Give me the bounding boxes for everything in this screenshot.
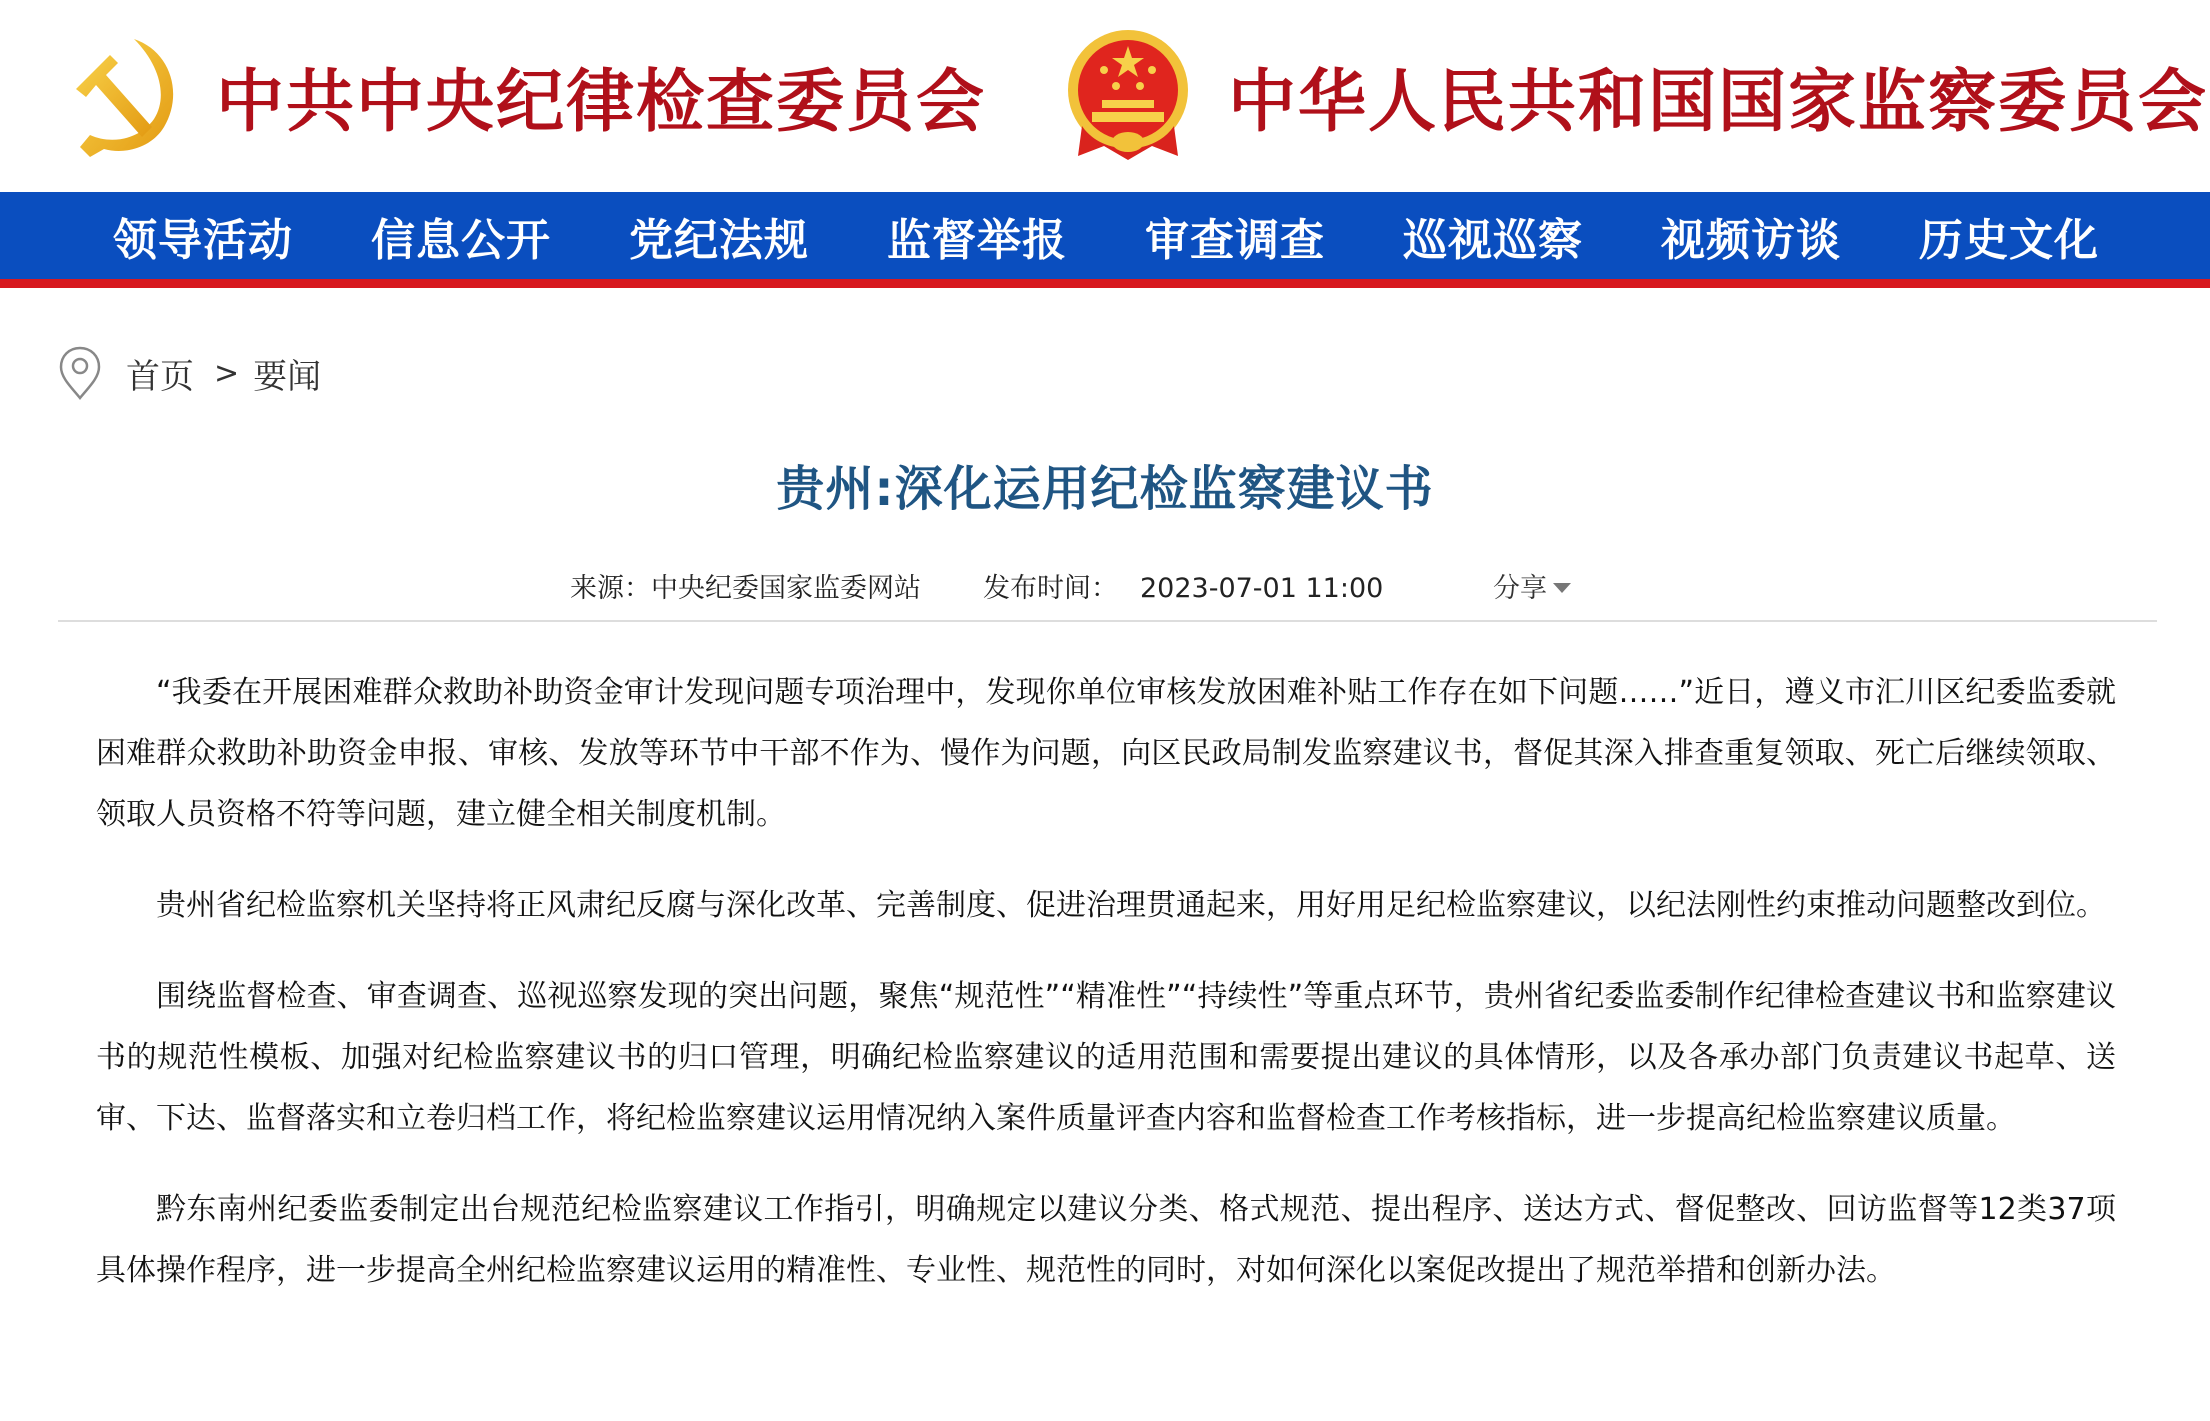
nsc-logo[interactable]	[1062, 0, 2208, 192]
nav-underline	[0, 279, 2210, 288]
site-header	[0, 0, 2210, 192]
article-paragraph: 黔东南州纪委监委制定出台规范纪检监察建议工作指引，明确规定以建议分类、格式规范、提出程序、送达方式、督促整改、回访监督等12类37项具体操作程序，进一步提高全州纪检监察建议运用的精准性、专业性、规范性的同时，对如何深化以案促改提出了规范举措和创新办法。	[96, 1192, 2116, 1288]
breadcrumb-separator: >	[214, 355, 240, 391]
publish-time-label: 发布时间：	[983, 573, 1118, 604]
nav-item-video[interactable]: 视频访谈	[1661, 214, 1841, 266]
nav-item-disclosure[interactable]: 信息公开	[371, 214, 551, 266]
ccdi-title: 中共中央纪律检查委员会	[216, 61, 987, 142]
main-nav	[0, 192, 2210, 279]
nav-item-history[interactable]: 历史文化	[1919, 214, 2099, 266]
nsc-title: 中华人民共和国国家监察委员会	[1228, 61, 2209, 142]
publish-time-value: 2023-07-01 11:00	[1140, 573, 1384, 604]
article-source: 来源：中央纪委国家监委网站	[570, 573, 921, 604]
party-emblem-icon	[60, 31, 188, 161]
article-paragraph: 围绕监督检查、审查调查、巡视巡察发现的突出问题，聚焦“规范性”“精准性”“持续性”等重点环节，贵州省纪委监委制作纪律检查建议书和监察建议书的规范性模板、加强对纪检监察建议书的归口管理，明确纪检监察建议的适用范围和需要提出建议的具体情形，以及各承办部门负责建议书起草、送审、下达、监督落实和立卷归档工作，将纪检监察建议运用情况纳入案件质量评查内容和监督检查工作考核指标，进一步提高纪检监察建议质量。	[96, 979, 2117, 1136]
breadcrumb-home[interactable]: 首页	[126, 356, 194, 397]
article-title: 贵州:深化运用纪检监察建议书	[776, 461, 1434, 517]
national-emblem-icon	[1062, 26, 1194, 166]
share-dropdown[interactable]	[1493, 566, 1571, 605]
caret-down-icon	[1553, 583, 1571, 593]
nav-item-regulations[interactable]: 党纪法规	[629, 214, 809, 266]
article-publish-time	[983, 566, 1383, 605]
article-paragraph: “我委在开展困难群众救助补助资金审计发现问题专项治理中，发现你单位审核发放困难补贴工作存在如下问题……”近日，遵义市汇川区纪委监委就困难群众救助补助资金申报、审核、发放等环节中干部不作为、慢作为问题，向区民政局制发监察建议书，督促其深入排查重复领取、死亡后继续领取、领取人员资格不符等问题，建立健全相关制度机制。	[96, 675, 2116, 832]
breadcrumb-current[interactable]: 要闻	[253, 356, 322, 397]
nav-list	[113, 192, 2177, 279]
article-body	[96, 662, 2116, 1331]
nav-item-report[interactable]: 监督举报	[887, 214, 1067, 266]
nav-item-leadership[interactable]: 领导活动	[113, 214, 293, 266]
ccdi-logo[interactable]	[60, 0, 986, 192]
nav-item-investigation[interactable]: 审查调查	[1145, 214, 1325, 266]
breadcrumb	[58, 345, 321, 401]
meta-divider	[58, 620, 2157, 622]
share-label: 分享	[1493, 573, 1547, 604]
nav-item-inspection[interactable]: 巡视巡察	[1403, 214, 1583, 266]
article-meta	[0, 566, 2210, 606]
location-pin-icon	[58, 345, 102, 401]
article-paragraph: 贵州省纪检监察机关坚持将正风肃纪反腐与深化改革、完善制度、促进治理贯通起来，用好用足纪检监察建议，以纪法刚性约束推动问题整改到位。	[156, 888, 2106, 923]
